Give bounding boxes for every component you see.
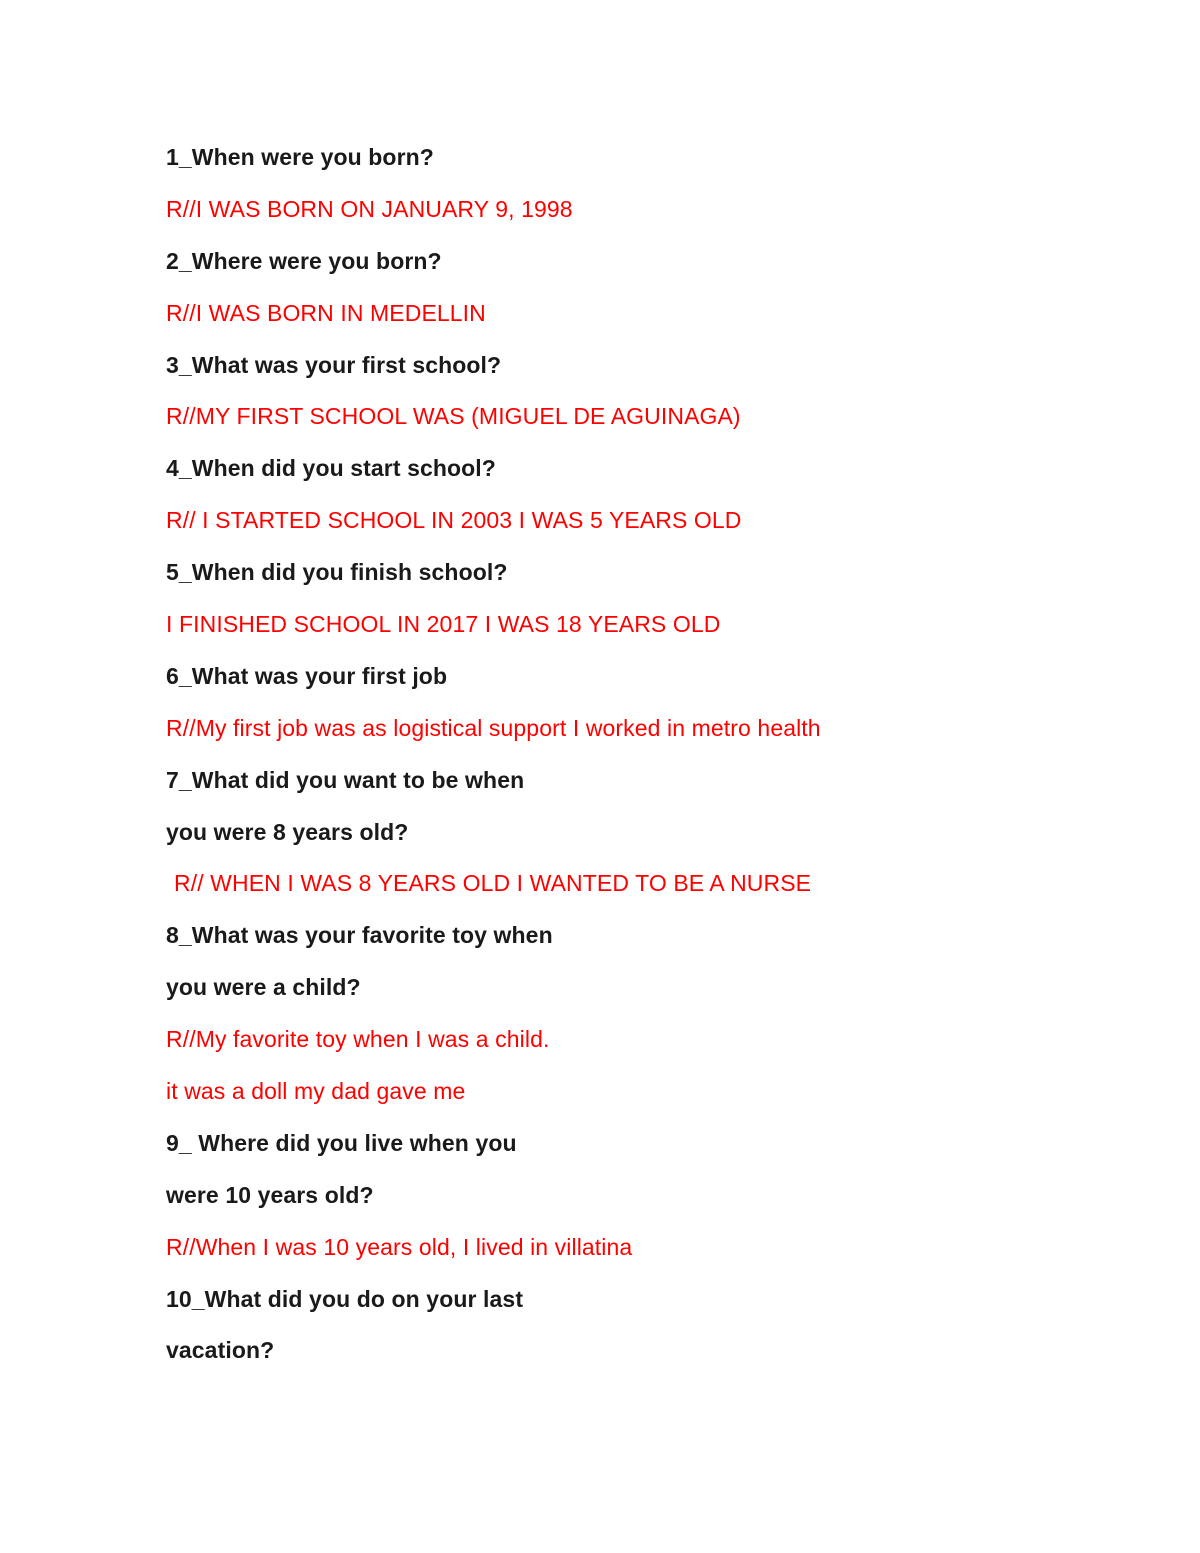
answer-3-line: R//MY FIRST SCHOOL WAS (MIGUEL DE AGUINAGA)	[166, 403, 741, 430]
answer-6-line: R//My first job was as logistical support I worked in metro health	[166, 714, 821, 741]
question-3-line: 3_What was your first school?	[166, 351, 502, 378]
answer-8-line-2: it was a doll my dad gave me	[166, 1078, 466, 1105]
answer-7-line: R// WHEN I WAS 8 YEARS OLD I WANTED TO BE A NURSE	[174, 870, 812, 897]
answer-2-line: R//I WAS BORN IN MEDELLIN	[166, 299, 486, 326]
question-1-line: 1_When were you born?	[166, 144, 434, 170]
question-8-line-1: 8_What was your favorite toy when	[166, 922, 553, 949]
question-5-line: 5_When did you finish school?	[166, 559, 508, 586]
question-6-line: 6_What was your first job	[166, 662, 448, 689]
question-8-line-2: you were a child?	[166, 974, 361, 1001]
question-7-line-1: 7_What did you want to be when	[166, 766, 525, 793]
answer-1-line: R//I WAS BORN ON JANUARY 9, 1998	[166, 195, 573, 222]
question-9-line-2: were 10 years old?	[166, 1181, 374, 1208]
question-2-line: 2_Where were you born?	[166, 247, 442, 274]
question-7-line-2: you were 8 years old?	[166, 818, 409, 845]
question-4-line: 4_When did you start school?	[166, 455, 496, 482]
answer-8-line-1: R//My favorite toy when I was a child.	[166, 1026, 550, 1053]
question-10-line-2: vacation?	[166, 1337, 275, 1364]
question-9-line-1: 9_ Where did you live when you	[166, 1129, 517, 1156]
answer-4-line: R// I STARTED SCHOOL IN 2003 I WAS 5 YEARS OLD	[166, 507, 742, 534]
answer-9-line: R//When I was 10 years old, I lived in villatina	[166, 1233, 633, 1260]
question-10-line-1: 10_What did you do on your last	[166, 1285, 524, 1312]
qa-list	[166, 140, 1146, 1385]
answer-5-line: I FINISHED SCHOOL IN 2017 I WAS 18 YEARS OLD	[166, 611, 721, 638]
